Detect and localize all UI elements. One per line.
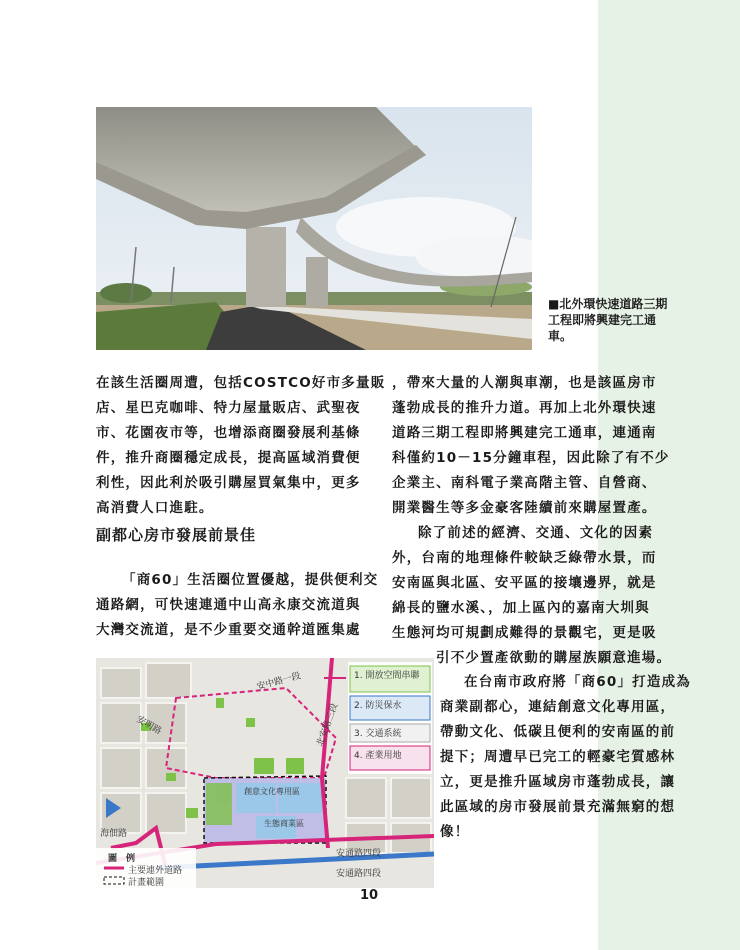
road-label: 安中路一段 xyxy=(255,671,302,693)
text-line: 在該生活圈周遭，包括COSTCO好市多量販 xyxy=(96,375,386,391)
road-label: 海佃路 xyxy=(100,829,128,839)
text-line: 安南區與北區、安平區的接壤邊界，就是 xyxy=(392,575,657,591)
map-note: 3. 交通系統 xyxy=(354,729,402,739)
road-label: 安通路四段 xyxy=(336,869,382,879)
highway-photo xyxy=(96,107,532,350)
planning-map xyxy=(96,658,434,888)
text-line: 企業主、南科電子業高階主管、自營商、 xyxy=(392,475,657,491)
text-line: ，帶來大量的人潮與車潮，也是該區房市 xyxy=(392,375,657,391)
text-line: 件，推升商圈穩定成長，提高區域消費便 xyxy=(96,450,361,466)
text-line: 科僅約10－15分鐘車程，因此除了有不少 xyxy=(392,450,670,466)
zone-label: 創意文化專用區 xyxy=(244,787,300,796)
legend-title: 圖 例 xyxy=(108,854,136,864)
road-label: 安明路 xyxy=(134,714,163,737)
text-line: 開業醫生等多金豪客陸續前來購屋置產。 xyxy=(392,500,657,516)
page-number: 10 xyxy=(360,888,379,903)
text-line: 此區域的房市發展前景充滿無窮的想 xyxy=(440,799,676,815)
photo-caption xyxy=(548,296,668,344)
photo-caption-text: ■北外環快速道路三期工程即將興建完工通車。 xyxy=(548,297,668,343)
text-line: 「商60」生活圈位置優越，提供便利交 xyxy=(122,572,379,588)
right-paragraph-2 xyxy=(392,521,672,671)
text-line: 提下；周遭早已完工的輕豪宅質感林 xyxy=(440,749,676,765)
section-heading: 副都心房市發展前景佳 xyxy=(96,526,257,544)
zone-label: 生態商業區 xyxy=(264,819,304,828)
left-paragraph-1 xyxy=(96,371,386,521)
text-line: 道路三期工程即將興建完工通車，連通南 xyxy=(392,425,657,441)
right-paragraph-3 xyxy=(440,670,691,845)
text-line: 市、花園夜市等，也增添商圈發展利基條 xyxy=(96,425,361,441)
map-note: 4. 產業用地 xyxy=(354,751,402,761)
text-line: 生態河均可規劃成難得的景觀宅，更是吸 xyxy=(392,625,657,641)
right-paragraph-1 xyxy=(392,371,670,521)
road-label: 安通路四段 xyxy=(336,849,382,859)
text-line: 利性，因此利於吸引購屋買氣集中，更多 xyxy=(96,475,361,491)
text-line: 立，更是推升區域房市蓬勃成長，讓 xyxy=(440,774,676,790)
left-paragraph-2 xyxy=(96,568,379,643)
text-line: 商業副都心，連結創意文化專用區， xyxy=(440,699,676,715)
text-line: 在台南市政府將「商60」打造成為 xyxy=(464,674,691,690)
text-line: 通路網，可快速連通中山高永康交流道與 xyxy=(96,597,361,613)
road-label: 北安路三段 xyxy=(315,702,341,748)
map-note: 1. 開放空間串聯 xyxy=(354,671,420,681)
text-line: 像！ xyxy=(440,824,470,840)
text-line: 帶動文化、低碳且便利的安南區的前 xyxy=(440,724,676,740)
text-line: 高消費人口進駐。 xyxy=(96,500,214,516)
text-line: 除了前述的經濟、交通、文化的因素 xyxy=(418,525,654,541)
text-line: 大灣交流道，是不少重要交通幹道匯集處 xyxy=(96,622,361,638)
text-line: 店、星巴克咖啡、特力屋量販店、武聖夜 xyxy=(96,400,361,416)
text-line: 蓬勃成長的推升力道。再加上北外環快速 xyxy=(392,400,657,416)
map-note: 2. 防災保水 xyxy=(354,701,402,711)
text-line: 引不少置產欲動的購屋族願意進場。 xyxy=(436,650,672,666)
legend-road-label: 主要連外道路 xyxy=(128,866,183,876)
text-line: 綿長的鹽水溪、，加上區內的嘉南大圳與 xyxy=(392,600,650,616)
legend-scope-label: 計畫範圍 xyxy=(128,878,165,888)
text-line: 外，台南的地理條件較缺乏綠帶水景，而 xyxy=(392,550,657,566)
